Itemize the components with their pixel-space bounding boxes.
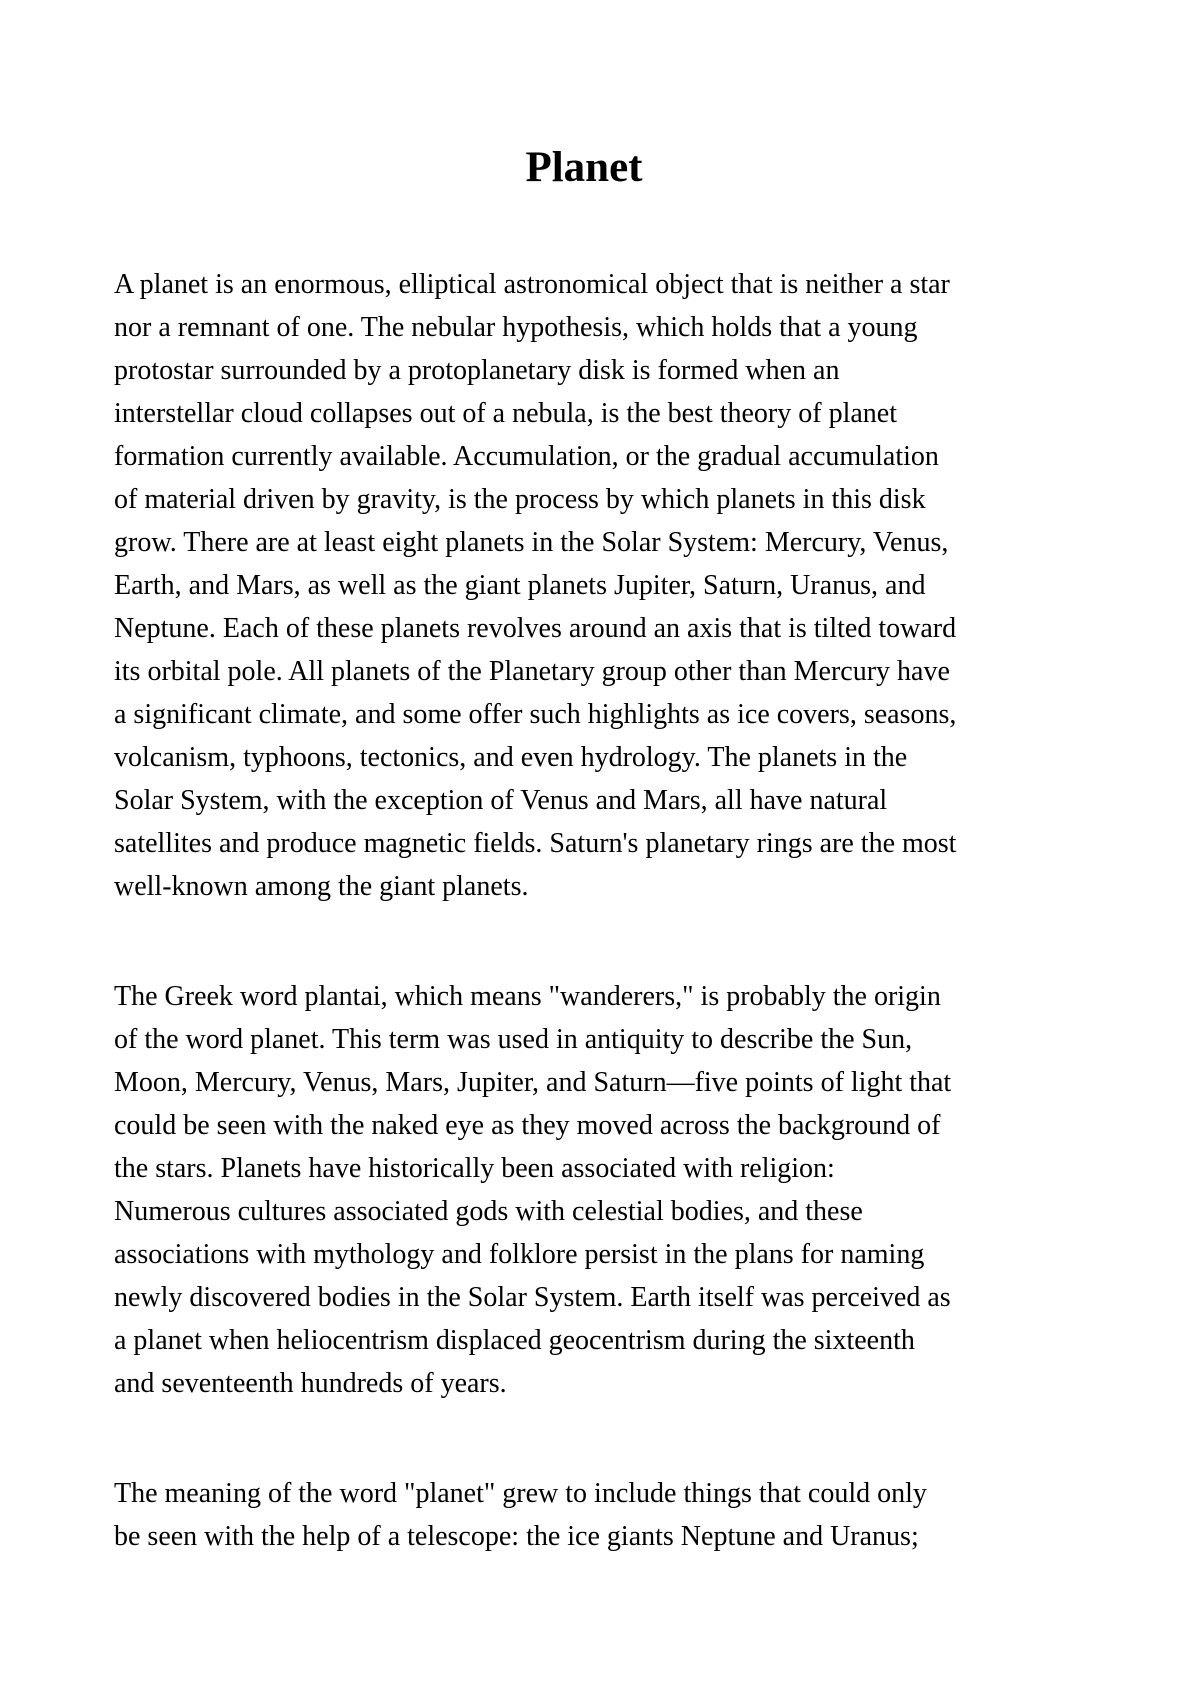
- text-line: a significant climate, and some offer such highlights as ice covers, seasons,: [114, 699, 957, 730]
- text-line: its orbital pole. All planets of the Planetary group other than Mercury have: [114, 656, 950, 687]
- text-line: protostar surrounded by a protoplanetary disk is formed when an: [114, 355, 840, 386]
- paragraph-3: [114, 1472, 1104, 1558]
- text-line: The meaning of the word "planet" grew to include things that could only: [114, 1478, 927, 1509]
- text-line: nor a remnant of one. The nebular hypothesis, which holds that a young: [114, 312, 918, 343]
- text-line: be seen with the help of a telescope: the ice giants Neptune and Uranus;: [114, 1521, 919, 1552]
- text-line: volcanism, typhoons, tectonics, and even hydrology. The planets in the: [114, 742, 908, 773]
- text-line: a planet when heliocentrism displaced geocentrism during the sixteenth: [114, 1325, 915, 1356]
- text-line: newly discovered bodies in the Solar System. Earth itself was perceived as: [114, 1282, 951, 1313]
- text-line: and seventeenth hundreds of years.: [114, 1368, 507, 1399]
- text-line: Moon, Mercury, Venus, Mars, Jupiter, and Saturn—five points of light that: [114, 1067, 952, 1098]
- text-line: grow. There are at least eight planets in the Solar System: Mercury, Venus,: [114, 527, 949, 558]
- text-line: Solar System, with the exception of Venus and Mars, all have natural: [114, 785, 888, 816]
- text-line: the stars. Planets have historically been associated with religion:: [114, 1153, 835, 1184]
- text-line: satellites and produce magnetic fields. Saturn's planetary rings are the most: [114, 828, 957, 859]
- text-line: The Greek word plantai, which means "wanderers," is probably the origin: [114, 981, 941, 1012]
- text-line: Neptune. Each of these planets revolves around an axis that is tilted toward: [114, 613, 957, 644]
- text-line: A planet is an enormous, elliptical astronomical object that is neither a star: [114, 269, 950, 300]
- text-line: formation currently available. Accumulation, or the gradual accumulation: [114, 441, 939, 472]
- text-line: Earth, and Mars, as well as the giant planets Jupiter, Saturn, Uranus, and: [114, 570, 926, 601]
- text-line: Numerous cultures associated gods with celestial bodies, and these: [114, 1196, 863, 1227]
- paragraph-2: [114, 975, 1104, 1405]
- text-line: interstellar cloud collapses out of a nebula, is the best theory of planet: [114, 398, 897, 429]
- text-line: of material driven by gravity, is the process by which planets in this disk: [114, 484, 926, 515]
- paragraph-1: [114, 263, 1104, 908]
- page-title: Planet: [525, 144, 643, 191]
- text-line: associations with mythology and folklore persist in the plans for naming: [114, 1239, 925, 1270]
- text-line: well-known among the giant planets.: [114, 871, 529, 902]
- text-line: could be seen with the naked eye as they moved across the background of: [114, 1110, 941, 1141]
- text-line: of the word planet. This term was used in antiquity to describe the Sun,: [114, 1024, 913, 1055]
